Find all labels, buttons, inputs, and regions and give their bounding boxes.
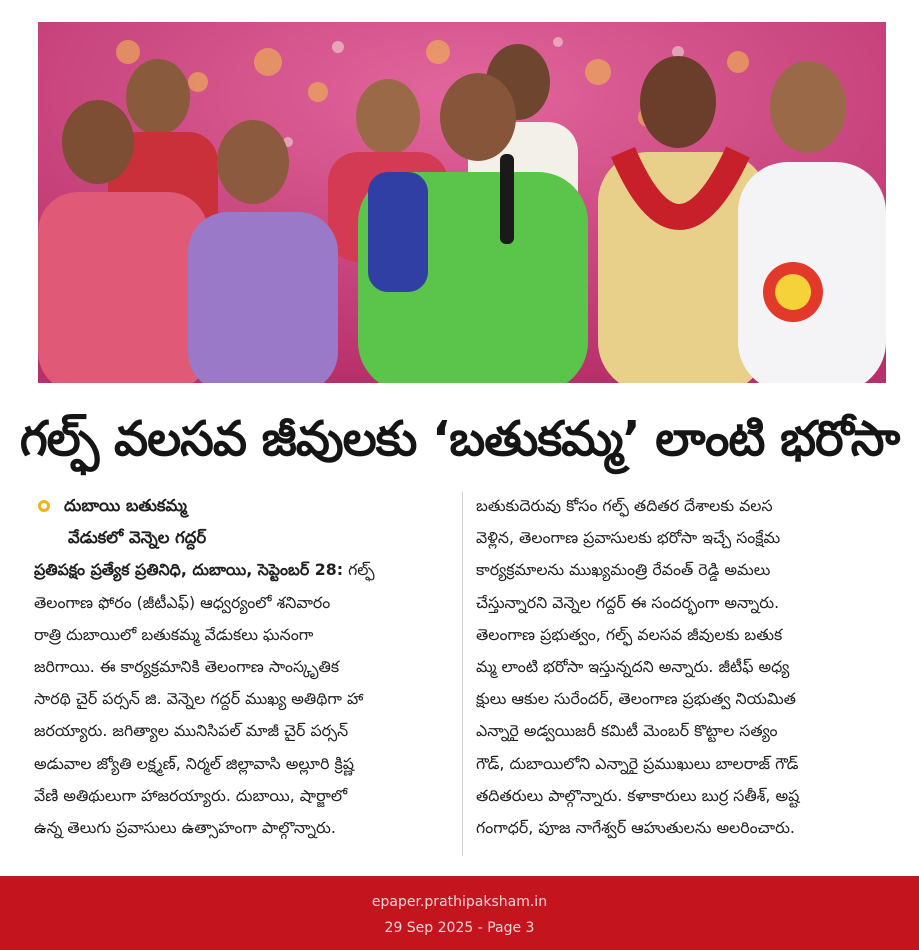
article-column-right <box>476 490 888 844</box>
footer-site[interactable]: epaper.prathipaksham.in <box>371 894 548 910</box>
body-line: తెలంగాణ ఫోరం (జీటీఎఫ్) ఆధ్వర్యంలో శనివారం <box>34 592 331 612</box>
body-line: గంగాధర్, పూజ నాగేశ్వర్ ఆహుతులను అలరించారు. <box>476 818 795 838</box>
body-line: గౌడ్, దుబాయిలోని ఎన్నారై ప్రముఖులు బాలరాజ్ గౌడ్ <box>476 753 799 773</box>
photo-illustration <box>38 22 886 383</box>
body-line: బతుకుదెరువు కోసం గల్ఫ్ తదితర దేశాలకు వలస <box>476 496 773 515</box>
body-line: వేణి అతిథులుగా హాజరయ్యారు. దుబాయి, షార్జాలో <box>34 785 348 805</box>
subheadline-line-1: దుబాయి బతుకమ్మ <box>34 490 452 522</box>
headline: గల్ఫ్ వలసవ జీవులకు ‘బతుకమ్మ’ లాంటి భరోసా <box>19 411 900 467</box>
body-line: తెలంగాణ ప్రభుత్వం, గల్ఫ్ వలసవ జీవులకు బతుక <box>476 624 783 644</box>
body-line: క్షులు ఆకుల సురేందర్, తెలంగాణ ప్రభుత్వ నియమిత <box>476 689 796 709</box>
body-line: వెళ్లిన, తెలంగాణ ప్రవాసులకు భరోసా ఇచ్చే సంక్షేమ <box>476 528 781 548</box>
body-line: తదితరులు పాల్గొన్నారు. కళాకారులు బుర్ర సతీశ్, అష్ట <box>476 785 800 805</box>
body-line: ఎన్నారై అడ్వయిజరీ కమిటీ మెంబర్ కొట్టాల సత్యం <box>476 721 778 741</box>
article-column-left <box>34 490 452 844</box>
body-line: చేస్తున్నారని వెన్నెల గద్దర్ ఈ సందర్భంగా అన్నారు. <box>476 592 780 612</box>
news-photo <box>38 22 886 383</box>
body-line: ప్రతిపక్షం ప్రత్యేక ప్రతినిధి, దుబాయి, సెప్టెంబర్ 28: గల్ఫ్ <box>34 560 375 580</box>
body-line: అడువాల జ్యోతి లక్ష్మణ్, నిర్మల్ జిల్లావాసి అల్లూరి క్రిష్ణ <box>34 753 354 773</box>
body-line: ఉన్న తెలుగు ప్రవాసులు ఉత్సాహంగా పాల్గొన్నారు. <box>34 818 336 838</box>
footer-bar <box>0 876 919 950</box>
body-line: కార్యక్రమాలను ముఖ్యమంత్రి రేవంత్ రెడ్డి అమలు <box>476 560 771 580</box>
body-line: రాత్రి దుబాయిలో బతుకమ్మ వేడుకలు ఘనంగా <box>34 624 314 644</box>
body-line: జరిగాయి. ఈ కార్యక్రమానికి తెలంగాణ సాంస్కృతిక <box>34 657 340 677</box>
bullet-icon <box>38 500 50 512</box>
body-line: సారథి చైర్ పర్సన్ జి. వెన్నెల గద్దర్ ముఖ్య అతిథిగా హా <box>34 689 364 709</box>
body-line: మ్మ లాంటి భరోసా ఇస్తున్నదని అన్నారు. జీటీఫ్ అధ్య <box>476 657 790 677</box>
subheadline-line-2: వేడుకలో వెన్నెల గద్దర్ <box>68 528 207 548</box>
dateline: ప్రతిపక్షం ప్రత్యేక ప్రతినిధి, దుబాయి, సెప్టెంబర్ 28: <box>34 560 344 580</box>
body-line: జరయ్యారు. జగిత్యాల మునిసిపల్ మాజీ చైర్ పర్సన్ <box>34 721 349 741</box>
column-divider <box>462 492 463 856</box>
footer-date-page: 29 Sep 2025 - Page 3 <box>384 920 535 936</box>
